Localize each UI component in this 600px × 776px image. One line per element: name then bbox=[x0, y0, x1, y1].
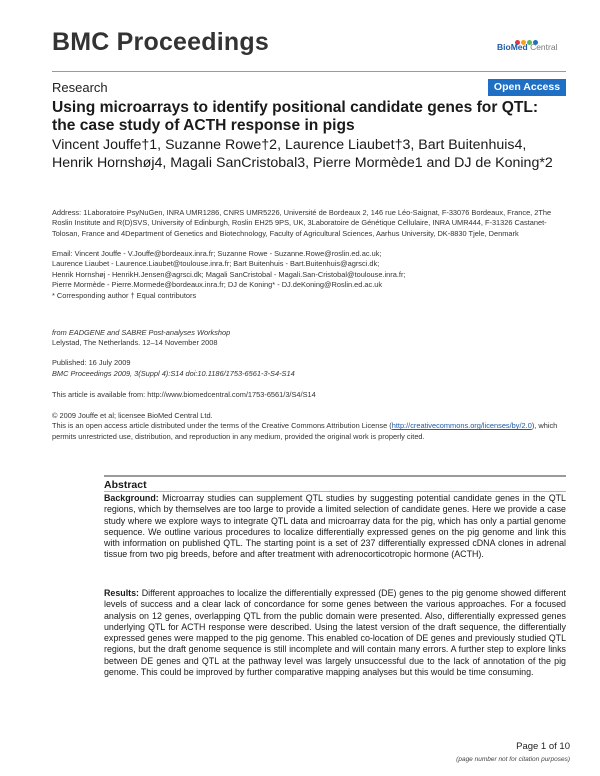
background-label: Background: bbox=[104, 493, 159, 503]
email-line: Laurence Liaubet - Laurence.Liaubet@toulouse.inra.fr; Bart Buitenhuis - Bart.Buitenhuis@agrsci.dk; bbox=[52, 259, 380, 269]
biomed-central-logo bbox=[497, 32, 565, 54]
affiliations: Address: 1Laboratoire PsyNuGen, INRA UMR1286, CNRS UMR5226, Université de Bordeaux 2, 146 rue Léo-Saignat, F-33076 Bordeaux, France, 2The Roslin Institute and R(D)SVS, University of Edinburgh, Roslin EH25 9PS, UK, 3Laboratoire de Génétique Cellulaire, INRA UMR444, F-31326 Castanet-Tolosan, France and 4Department of Genetics and Biotechnology, Faculty of Agricultural Sciences, Aarhus University, DK-8830 Tjele, Denmark bbox=[52, 208, 552, 238]
email-block bbox=[52, 249, 564, 301]
email-line: Email: Vincent Jouffe - V.Jouffe@bordeaux.inra.fr; Suzanne Rowe - Suzanne.Rowe@roslin.ed.ac.uk; bbox=[52, 249, 382, 258]
abstract-heading: Abstract bbox=[104, 479, 147, 491]
conference-line: from EADGENE and SABRE Post-analyses Workshop bbox=[52, 328, 231, 337]
journal-title: BMC Proceedings bbox=[52, 28, 269, 56]
results-text: Different approaches to localize the differentially expressed (DE) genes to the pig genome showed different levels of success and a clear lack of concordance for some genes between the various approaches. For a focused analysis on 12 genes, overlapping QTL from the public domain were presented. Also, differentially expressed genes underlying QTL for ACTH response were described. Using the latest version of the draft sequence, the differentially expressed genes were mapped to the pig genome. This enabled co-location of DE genes and previously studied QTL regions, but the draft genome sequence is still incomplete and will contain many errors. A further step to explore links between DE genes and QTL at the pathway level was largely unsuccessful due to the lack of annotation of the pig genome. This could be improved by further comparative mapping analyses but this would be time consuming. bbox=[104, 588, 566, 678]
page-number-note: (page number not for citation purposes) bbox=[456, 756, 570, 763]
header-divider bbox=[52, 71, 566, 72]
conference-info bbox=[52, 328, 564, 349]
conference-line: Lelystad, The Netherlands. 12–14 November 2008 bbox=[52, 338, 218, 348]
background-text: Microarray studies can supplement QTL studies by suggesting potential candidate genes in the QTL regions, which by themselves are too large to provide a limited selection of candidate genes. Here we provide a case study where we explore ways to integrate QTL data and microarray data for the pig, which has only a partial genome sequence. We outline various procedures to localize differentially expressed genes on the pig genome and link this with information on published QTL. The starting point is a set of 237 differentially expressed cDNA clones in adrenal tissue from two pig breeds, before and after treatment with adrenocorticotropic hormone (ACTH). bbox=[104, 493, 566, 560]
page-number: Page 1 of 10 bbox=[516, 741, 570, 752]
email-line: Pierre Mormède - Pierre.Mormede@bordeaux.inra.fr; DJ de Koning* - DJ.deKoning@Roslin.ed.ac.uk bbox=[52, 280, 383, 290]
published-date: Published: 16 July 2009 bbox=[52, 358, 131, 367]
abstract-rule bbox=[104, 491, 566, 492]
section-label: Research bbox=[52, 80, 108, 95]
author-list: Vincent Jouffe†1, Suzanne Rowe†2, Laurence Liaubet†3, Bart Buitenhuis4, Henrik Hornshøj4, Magali SanCristobal3, Pierre Mormède1 and DJ de Koning*2 bbox=[52, 137, 553, 171]
email-line: Henrik Hornshøj - HenrikH.Jensen@agrsci.dk; Magali SanCristobal - Magali.San-Cristobal@toulouse.inra.fr; bbox=[52, 269, 406, 279]
logo-wordmark: BioMed Central bbox=[497, 42, 558, 52]
results-label: Results: bbox=[104, 588, 140, 598]
article-title: Using microarrays to identify positional candidate genes for QTL: the case study of ACTH response in pigs bbox=[52, 99, 539, 134]
corresponding-note: * Corresponding author † Equal contributors bbox=[52, 290, 197, 300]
copyright: © 2009 Jouffe et al; licensee BioMed Central Ltd. bbox=[52, 411, 213, 420]
logo-dots-icon bbox=[515, 32, 545, 42]
abstract-top-rule bbox=[104, 475, 566, 477]
license-link[interactable]: http://creativecommons.org/licenses/by/2.0 bbox=[391, 421, 532, 431]
abstract-background bbox=[104, 493, 566, 561]
abstract-results bbox=[104, 588, 566, 678]
availability-link[interactable]: This article is available from: http://www.biomedcentral.com/1753-6561/3/S4/S14 bbox=[52, 390, 316, 399]
open-access-badge: Open Access bbox=[488, 79, 566, 96]
license-text: This is an open access article distributed under the terms of the Creative Commons Attribution License (http://creativecommons.org/licenses/by/2.0), which permits unrestricted use, distribution, and reproduction in any medium, provided the original work is properly cited. bbox=[52, 421, 558, 441]
citation: BMC Proceedings 2009, 3(Suppl 4):S14 doi:10.1186/1753-6561-3-S4-S14 bbox=[52, 369, 295, 378]
license-block bbox=[52, 411, 564, 442]
